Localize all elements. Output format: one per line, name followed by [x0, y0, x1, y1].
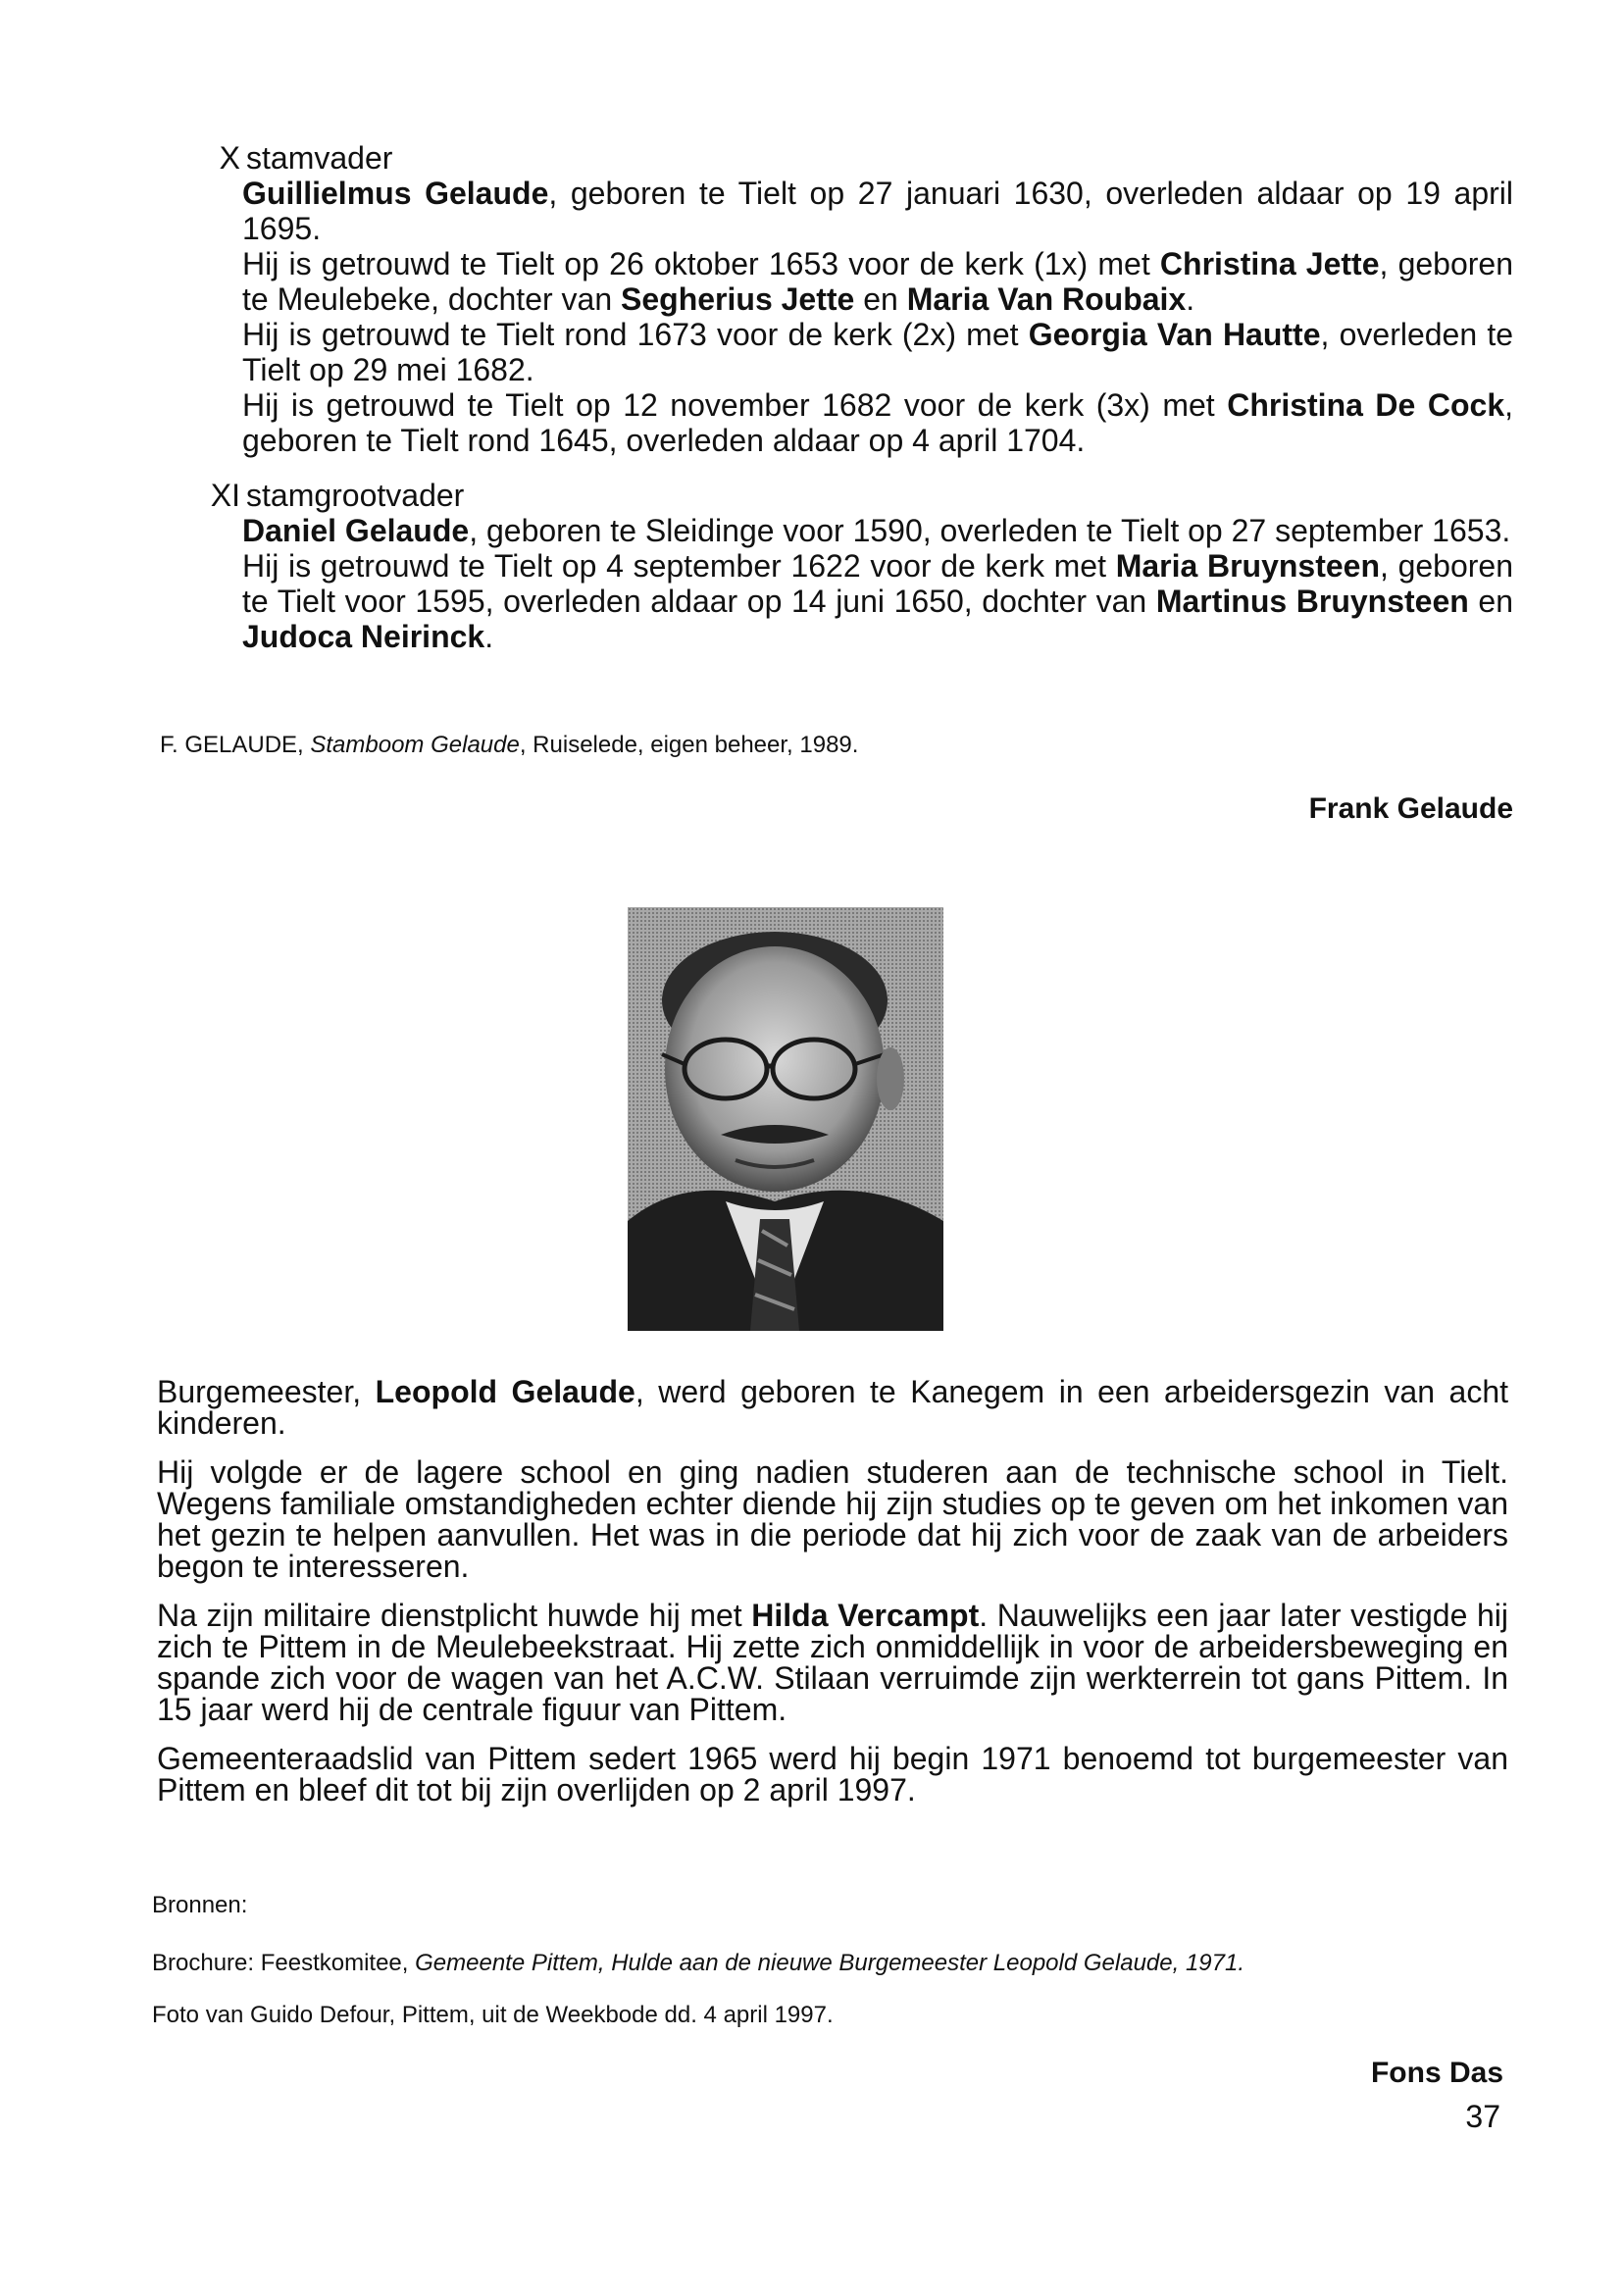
- mother-name: Maria Van Roubaix: [906, 281, 1187, 317]
- generation-x: [191, 140, 1515, 458]
- reference-title: Stamboom Gelaude: [310, 732, 520, 758]
- author-signature: Frank Gelaude: [1308, 792, 1513, 825]
- generation-xi: [191, 478, 1515, 654]
- source-brochure: [152, 1949, 1525, 1978]
- marriage-paragraph: [242, 246, 1513, 317]
- person-name: Guillielmus Gelaude: [242, 176, 549, 211]
- person-name: Daniel Gelaude: [242, 513, 470, 548]
- generation-title: stamgrootvader: [246, 478, 465, 513]
- bio-text: Na zijn militaire dienstplicht huwde hij met: [157, 1598, 752, 1633]
- birth-paragraph: [242, 513, 1513, 548]
- reference-author: F. GELAUDE,: [160, 732, 311, 758]
- mother-name: Judoca Neirinck: [242, 619, 485, 654]
- birth-text: , geboren te Tielt op 27 januari 1630, overleden aldaar op 19 april 1695.: [242, 176, 1514, 246]
- marriage-text: Hij is getrouwd te Tielt op 12 november 1682 voor de kerk (3x) met: [242, 387, 1228, 423]
- marriage-text: , geboren te Tielt rond 1645, overleden aldaar op 4 april 1704.: [242, 387, 1514, 458]
- marriage-paragraph: [242, 317, 1513, 387]
- marriage-text: Hij is getrouwd te Tielt op 26 oktober 1653 voor de kerk (1x) met: [242, 246, 1160, 281]
- reference-line: [160, 731, 858, 760]
- marriage-text: , geboren te Tielt voor 1595, overleden aldaar op 14 juni 1650, dochter van: [242, 548, 1514, 619]
- author-signature: Fons Das: [1370, 2057, 1503, 2089]
- generation-numeral: XI: [210, 478, 240, 513]
- father-name: Segherius Jette: [621, 281, 855, 317]
- marriage-text: en: [854, 281, 907, 317]
- subject-name: Leopold Gelaude: [375, 1374, 635, 1409]
- marriage-text: en: [1468, 584, 1514, 619]
- bio-paragraph: [157, 1600, 1508, 1725]
- father-name: Martinus Bruynsteen: [1155, 584, 1469, 619]
- spouse-name: Hilda Vercampt: [751, 1598, 980, 1633]
- sources-heading: Bronnen:: [152, 1892, 248, 1918]
- spouse-name: Maria Bruynsteen: [1115, 548, 1381, 584]
- spouse-name: Georgia Van Hautte: [1028, 317, 1321, 352]
- bio-text: , werd geboren te Kanegem in een arbeidersgezin van acht kinderen.: [157, 1374, 1509, 1441]
- biography: [157, 1376, 1508, 1823]
- photo-credit: Foto van Guido Defour, Pittem, uit de Weekbode dd. 4 april 1997.: [152, 2002, 834, 2028]
- birth-text: , geboren te Sleidinge voor 1590, overleden te Tielt op 27 september 1653.: [469, 513, 1511, 548]
- source-text: Brochure: Feestkomitee,: [152, 1950, 416, 1976]
- bio-text: Burgemeester,: [157, 1374, 376, 1409]
- spouse-name: Christina Jette: [1159, 246, 1380, 281]
- marriage-text: Hij is getrouwd te Tielt op 4 september 1622 voor de kerk met: [242, 548, 1116, 584]
- marriage-text: .: [484, 619, 494, 654]
- bio-paragraph: [157, 1376, 1508, 1439]
- portrait-photo: [628, 907, 943, 1331]
- marriage-text: , geboren te Meulebeke, dochter van: [242, 246, 1514, 317]
- page-number: 37: [1465, 2099, 1500, 2134]
- marriage-text: , overleden te Tielt op 29 mei 1682.: [242, 317, 1514, 387]
- generation-heading: [191, 478, 1515, 513]
- generation-heading: [191, 140, 1515, 176]
- bio-paragraph: Gemeenteraadslid van Pittem sedert 1965 werd hij begin 1971 benoemd tot burgemeester van Pittem en bleef dit tot bij zijn overlijden op 2 april 1997.: [157, 1741, 1508, 1807]
- reference-details: , Ruiselede, eigen beheer, 1989.: [519, 732, 859, 758]
- marriage-paragraph: [242, 548, 1513, 654]
- marriage-paragraph: [242, 387, 1513, 458]
- generation-numeral: X: [219, 140, 240, 176]
- source-title: Gemeente Pittem, Hulde aan de nieuwe Burgemeester Leopold Gelaude, 1971.: [415, 1950, 1245, 1976]
- generation-body: [242, 513, 1513, 654]
- bio-paragraph: Hij volgde er de lagere school en ging nadien studeren aan de technische school in Tielt. Wegens familiale omstandigheden echter diende hij zijn studies op te geven om het inkomen van het gezin te helpen aanvullen. Het was in die periode dat hij zich voor de zaak van de arbeiders begon te interesseren.: [157, 1454, 1508, 1584]
- generation-title: stamvader: [246, 140, 393, 176]
- birth-paragraph: [242, 176, 1513, 246]
- marriage-text: Hij is getrouwd te Tielt rond 1673 voor de kerk (2x) met: [242, 317, 1029, 352]
- portrait-image: [628, 907, 943, 1331]
- spouse-name: Christina De Cock: [1227, 387, 1505, 423]
- marriage-text: .: [1186, 281, 1195, 317]
- generation-body: [242, 176, 1513, 458]
- bio-text: . Nauwelijks een jaar later vestigde hij zich te Pittem in de Meulebeekstraat. Hij zette zich onmiddellijk in voor de arbeidersbeweging en spande zich voor de wagen van het A.C.W. Stilaan verruimde zijn werkterrein tot gans Pittem. In 15 jaar werd hij de centrale figuur van Pittem.: [157, 1598, 1508, 1727]
